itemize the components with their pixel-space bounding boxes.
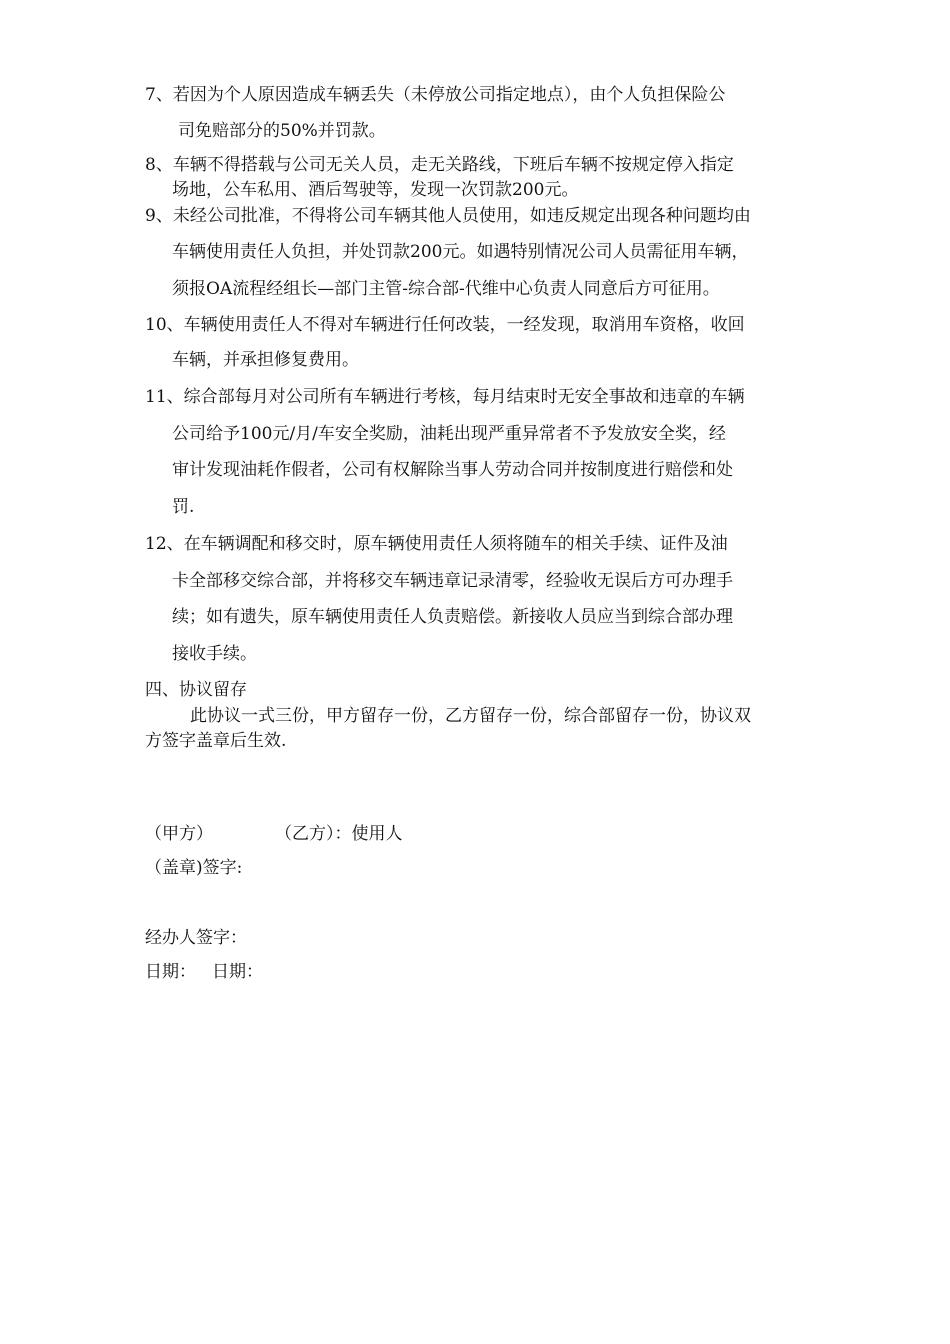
clause-7-line-2: 司免赔部分的50%并罚款。 [178, 121, 386, 141]
clause-11-line-1: 11、综合部每月对公司所有车辆进行考核，每月结束时无安全事故和违章的车辆 [145, 387, 745, 407]
handler-signature-label: 经办人签字： [145, 928, 247, 948]
clause-12-line-3: 续；如有遗失，原车辆使用责任人负责赔偿。新接收人员应当到综合部办理 [172, 607, 733, 627]
clause-11-line-4: 罚. [172, 497, 195, 517]
clause-11-line-2: 公司给予100元/月/车安全奖励，油耗出现严重异常者不予发放安全奖，经 [172, 424, 726, 444]
clause-10-line-1: 10、车辆使用责任人不得对车辆进行任何改装，一经发现，取消用车资格，收回 [145, 315, 745, 335]
clause-11-line-3: 审计发现油耗作假者，公司有权解除当事人劳动合同并按制度进行赔偿和处 [172, 460, 733, 480]
clause-9-line-1: 9、未经公司批准，不得将公司车辆其他人员使用，如违反规定出现各种问题均由 [145, 206, 751, 226]
clause-7-line-1: 7、若因为个人原因造成车辆丢失（未停放公司指定地点），由个人负担保险公 [145, 85, 726, 105]
clause-8-line-1: 8、车辆不得搭载与公司无关人员，走无关路线，下班后车辆不按规定停入指定 [145, 155, 734, 175]
section-4-line-2: 方签字盖章后生效. [145, 731, 287, 751]
party-a-label: （甲方） [145, 824, 213, 844]
clause-12-line-1: 12、在车辆调配和移交时，原车辆使用责任人须将随车的相关手续、证件及油 [145, 534, 728, 554]
clause-9-line-3: 须报OA流程经组长—部门主管-综合部-代维中心负责人同意后方可征用。 [172, 279, 720, 299]
clause-10-line-2: 车辆，并承担修复费用。 [172, 350, 359, 370]
section-4-line-1: 此协议一式三份，甲方留存一份，乙方留存一份，综合部留存一份，协议双 [190, 706, 751, 726]
seal-signature-label: （盖章)签字: [145, 858, 243, 878]
date-label-b: 日期： [212, 962, 263, 982]
clause-8-line-2: 场地，公车私用、酒后驾驶等，发现一次罚款200元。 [172, 180, 579, 200]
date-label-a: 日期： [145, 962, 196, 982]
party-b-label: （乙方）：使用人 [275, 824, 403, 844]
clause-12-line-4: 接收手续。 [172, 644, 257, 664]
clause-12-line-2: 卡全部移交综合部，并将移交车辆违章记录清零，经验收无误后方可办理手 [172, 571, 733, 591]
section-4-heading: 四、协议留存 [145, 680, 247, 700]
clause-9-line-2: 车辆使用责任人负担，并处罚款200元。如遇特别情况公司人员需征用车辆， [172, 242, 749, 262]
